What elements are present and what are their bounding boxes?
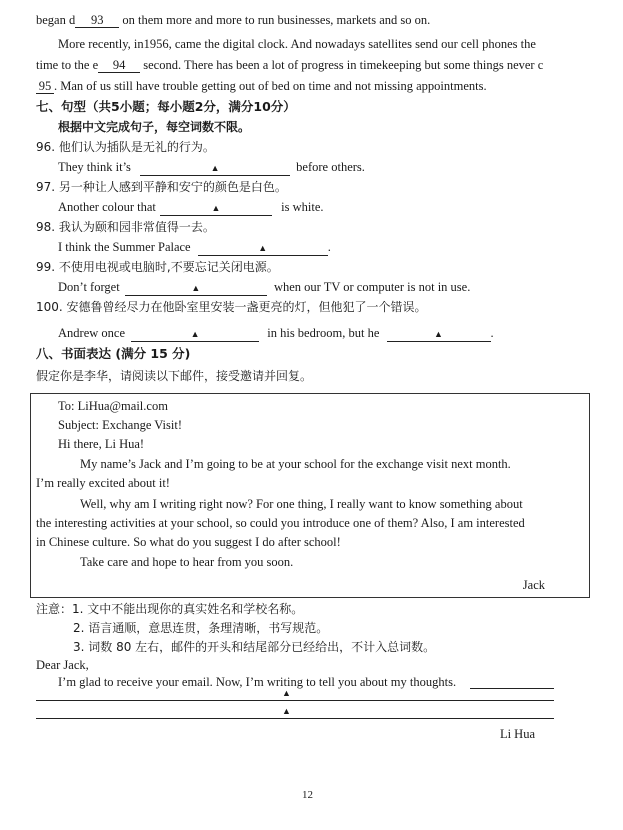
passage-line-4: 95 . Man of us still have trouble getting out of bed on time and not missing appointments. [36,78,487,94]
section-7-instruction: 根据中文完成句子，每空词数不限。 [58,120,251,134]
blank-93: 93 [75,13,119,28]
q96-answer-blank[interactable] [140,160,290,176]
email-greeting: Hi there, Li Hua! [58,437,145,451]
q100-chinese: 100. 安德鲁曾经尽力在他卧室里安装一盏更亮的灯，但他犯了一个错误。 [36,300,427,314]
triangle-icon: ▲ [211,203,221,213]
email-body-1-line-1: My name’s Jack and I’m going to be at your school for the exchange visit next month. [80,457,511,471]
reply-opening: I’m glad to receive your email. Now, I’m writing to tell you about my thoughts. [58,675,457,689]
q97-chinese: 97. 另一种让人感到平静和安宁的颜色是白色。 [36,180,287,194]
section-8-title: 八、书面表达 (满分 15 分) [36,346,191,361]
q99-english: Don’t forget ▲ when our TV or computer is not in use. [58,280,471,294]
email-closing: Take care and hope to hear from you soon. [80,555,294,569]
q99-answer-blank[interactable] [125,280,267,296]
writing-line-2[interactable] [36,700,554,701]
triangle-icon: ▲ [210,163,220,173]
q97-answer-blank[interactable] [160,200,272,216]
email-to: To: LiHua@mail.com [58,399,168,413]
section-7-title: 七、句型（共5小题；每小题2分，满分10分） [36,99,296,114]
q97-english: Another colour that ▲ is white. [58,200,324,214]
email-body-2-line-1: Well, why am I writing right now? For one thing, I really want to know something about [80,497,523,511]
email-signature: Jack [522,578,545,592]
reply-signature: Li Hua [499,727,535,741]
q96-english: They think it’s ▲ before others. [58,160,365,174]
triangle-icon: ▲ [282,688,291,698]
note-3: 3. 词数 80 左右，邮件的开头和结尾部分已经给出，不计入总词数。 [73,640,436,654]
passage-line-3: time to the e 94 second. There has been a lot of progress in timekeeping but some things never c [36,58,544,72]
q98-english: I think the Summer Palace ▲ . [58,240,331,254]
email-body-2-line-3: in Chinese culture. So what do you suggest I do after school! [36,535,341,549]
blank-95: 95 [36,79,54,94]
writing-line-3[interactable] [36,718,554,719]
passage-line-2: More recently, in1956, came the digital clock. And nowadays satellites send our cell phones the [58,37,536,51]
reply-salutation: Dear Jack, [36,658,89,672]
note-1: 注意：1. 文中不能出现你的真实姓名和学校名称。 [36,602,304,616]
email-body-2-line-2: the interesting activities at your school, so could you introduce one of them? Also, I am interested [36,516,525,530]
q100-answer-blank-1[interactable] [131,326,259,342]
page-number: 12 [302,789,313,801]
triangle-icon: ▲ [190,329,200,339]
triangle-icon: ▲ [434,329,443,339]
triangle-icon: ▲ [258,243,268,253]
q100-answer-blank-2[interactable] [387,326,491,342]
q98-answer-blank[interactable] [198,240,328,256]
q100-english: Andrew once ▲ in his bedroom, but he ▲ . [58,326,494,340]
triangle-icon: ▲ [282,706,291,716]
email-body-1-line-2: I’m really excited about it! [36,476,170,490]
blank-94: 94 [98,58,140,73]
triangle-icon: ▲ [191,283,201,293]
section-8-instruction: 假定你是李华，请阅读以下邮件，接受邀请并回复。 [36,369,313,383]
note-2: 2. 语言通顺，意思连贯，条理清晰，书写规范。 [73,621,329,635]
passage-line-1: began d 93 on them more and more to run businesses, markets and so on. [36,13,431,27]
q99-chinese: 99. 不使用电视或电脑时,不要忘记关闭电源。 [36,260,279,274]
writing-line-1[interactable] [470,688,554,689]
email-subject: Subject: Exchange Visit! [58,418,182,432]
q98-chinese: 98. 我认为颐和园非常值得一去。 [36,220,215,234]
q96-chinese: 96. 他们认为插队是无礼的行为。 [36,140,215,154]
